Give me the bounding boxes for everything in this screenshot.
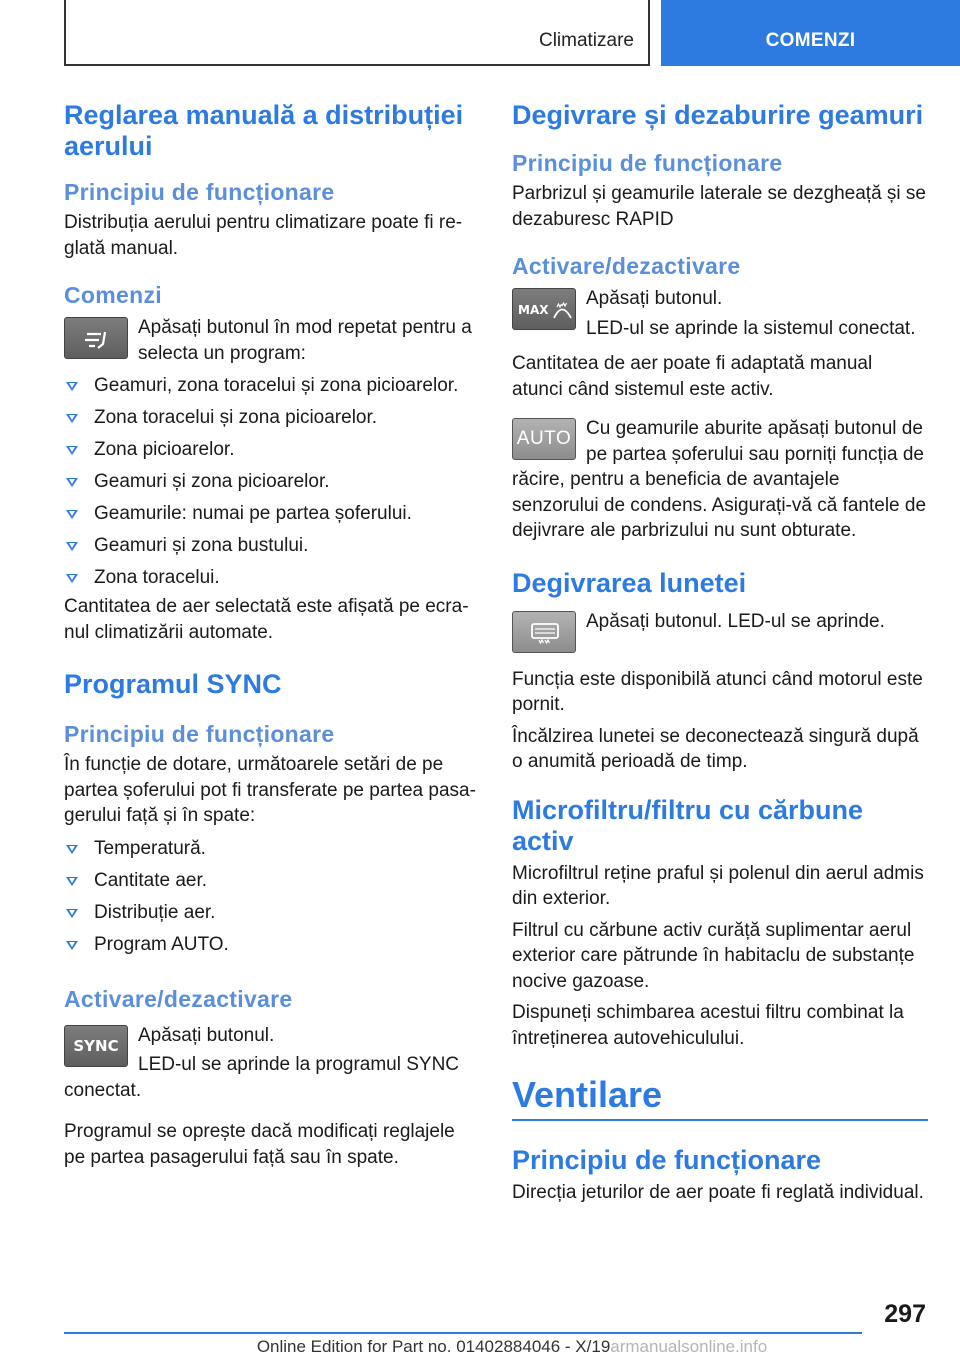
footer-rule <box>64 1332 862 1334</box>
air-distribution-button-image <box>64 317 128 359</box>
list-item: Zona toracelui. <box>64 565 476 590</box>
manual-distribution-heading: Reglarea manuală a distribuției aerului <box>64 100 464 161</box>
ventilation-rule <box>512 1119 928 1121</box>
manual-distribution-principle-text: Distribuția aerului pentru climatizare poate fi reglată manual. <box>64 212 463 259</box>
list-item: Cantitate aer. <box>64 868 476 893</box>
microfilter-heading: Microfiltru/filtru cu cărbune activ <box>512 794 864 856</box>
bullet-triangle-icon <box>66 877 78 886</box>
max-defrost-button-image <box>512 288 576 330</box>
defrost-principle-text: Parbrizul și geamurile laterale se dezgheață și se dezaburesc RAPID <box>512 183 926 230</box>
sync-principle-text: În funcție de dotare, următoarele setări de pe partea șoferului pot fi transferate pe partea pasagerului față și în spate: <box>64 754 476 826</box>
list-item: Temperatură. <box>64 836 476 861</box>
sync-list <box>64 836 476 957</box>
sync-activation-step: Apăsați butonul. <box>138 1024 275 1046</box>
microfilter-text-1: Microfiltrul reține praful și polenul din aerul admis din exterior. <box>512 862 924 909</box>
manual-distribution-principle-heading: Principiu de funcționare <box>64 179 335 205</box>
svg-text:MAX: MAX <box>518 303 549 317</box>
rear-defrost-heading: Degivrarea lunetei <box>512 567 747 598</box>
list-item: Geamurile: numai pe partea șoferului. <box>64 501 476 526</box>
microfilter-text-3: Dispuneți schimbarea acestui filtru combinat la întreținerea autovehiculului. <box>512 1002 904 1049</box>
ventilation-principle-text: Direcția jeturilor de aer poate fi reglată individual. <box>512 1181 924 1203</box>
max-defrost-icon <box>513 289 576 330</box>
footer-edition-text: Online Edition for Part no. 01402884046 - X/19 <box>256 1337 611 1356</box>
sync-stop-text: Programul se oprește dacă modificați reglajele pe partea pasagerului față sau în spate. <box>64 1121 455 1168</box>
program-list <box>64 373 476 590</box>
sync-button-row <box>64 1023 476 1104</box>
bullet-triangle-icon <box>66 414 78 423</box>
amount-note: Cantitatea de aer selectată este afișată pe ecranul climatizării automate. <box>64 596 469 643</box>
rear-window-heating-icon <box>513 612 576 653</box>
defrost-heading: Degivrare și dezaburire geamuri <box>512 100 924 130</box>
bullet-triangle-icon <box>66 845 78 854</box>
ventilation-heading: Ventilare <box>512 1074 663 1115</box>
defrost-activation-step: Apăsați butonul. <box>586 288 723 309</box>
right-column <box>512 100 928 1205</box>
left-column <box>64 100 476 1170</box>
bullet-triangle-icon <box>66 941 78 950</box>
rear-defrost-step: Apăsați butonul. LED-ul se aprinde. <box>586 610 885 632</box>
header-chapter-tab[interactable] <box>661 0 960 66</box>
bullet-triangle-icon <box>66 909 78 918</box>
microfilter-text-2: Filtrul cu cărbune activ curăță suplimentar aerul exterior care pătrunde în habitaclu de substanțe nocive gazoase. <box>512 919 915 992</box>
bullet-triangle-icon <box>66 574 78 583</box>
sync-button-label: SYNC <box>73 1036 119 1055</box>
sync-principle-heading: Principiu de funcționare <box>64 721 335 747</box>
controls-text: Apăsați butonul în mod repetat pentru a selecta un program: <box>138 317 472 364</box>
list-item: Zona toracelui și zona picioarelor. <box>64 405 476 430</box>
bullet-triangle-icon <box>66 478 78 487</box>
defrost-amount-text: Cantitatea de aer poate fi adaptată manual atunci când sistemul este activ. <box>512 353 873 400</box>
list-item: Geamuri, zona toracelui și zona picioarelor. <box>64 373 476 398</box>
defrost-activation-led: LED-ul se aprinde la sistemul conectat. <box>586 317 916 339</box>
page-number: 297 <box>884 1300 926 1328</box>
sync-activation-led: LED-ul se aprinde la programul SYNC conectat. <box>64 1054 460 1101</box>
list-item: Program AUTO. <box>64 932 476 957</box>
bullet-triangle-icon <box>66 382 78 391</box>
footer-edition <box>64 1337 960 1357</box>
sync-heading: Programul SYNC <box>64 669 282 699</box>
ventilation-principle-heading: Principiu de funcționare <box>512 1144 822 1175</box>
list-item: Geamuri și zona picioarelor. <box>64 469 476 494</box>
rear-window-heating-button-image <box>512 611 576 653</box>
auto-button-label: AUTO <box>516 428 572 449</box>
sync-button-image <box>64 1025 128 1067</box>
list-item: Distribuție aer. <box>64 900 476 925</box>
auto-button-image <box>512 418 576 460</box>
controls-heading: Comenzi <box>64 282 162 308</box>
defrost-principle-heading: Principiu de funcționare <box>512 150 783 176</box>
list-item: Geamuri și zona bustului. <box>64 533 476 558</box>
rear-defrost-availability: Funcția este disponibilă atunci când motorul este pornit. <box>512 668 923 715</box>
defrost-activation-heading: Activare/dezactivare <box>512 253 741 279</box>
air-distribution-icon <box>65 318 128 359</box>
footer-watermark: armanualsonline.info <box>610 1337 768 1356</box>
bullet-triangle-icon <box>66 510 78 519</box>
header-section-title: Climatizare <box>538 30 634 51</box>
list-item: Zona picioarelor. <box>64 437 476 462</box>
sync-activation-heading: Activare/dezactivare <box>64 985 293 1012</box>
auto-text: Cu geamurile aburite apăsați butonul de pe partea șoferului sau porniți funcția de răcire, pentru a beneficia de avantajele senzorului de condens. Asigurați-vă că fantele de dejivrare ale parbrizului nu sunt obturate. <box>512 418 927 541</box>
rear-defrost-auto-off: Încălzirea lunetei se deconectează singură după o anumită perioadă de timp. <box>512 725 919 772</box>
bullet-triangle-icon <box>66 446 78 455</box>
rear-button-row <box>512 609 928 657</box>
distribution-button-row <box>64 315 476 366</box>
header-section-box <box>64 0 650 66</box>
header-chapter-label: COMENZI <box>765 30 856 51</box>
auto-button-row <box>512 416 928 544</box>
max-button-row <box>512 286 928 341</box>
bullet-triangle-icon <box>66 542 78 551</box>
